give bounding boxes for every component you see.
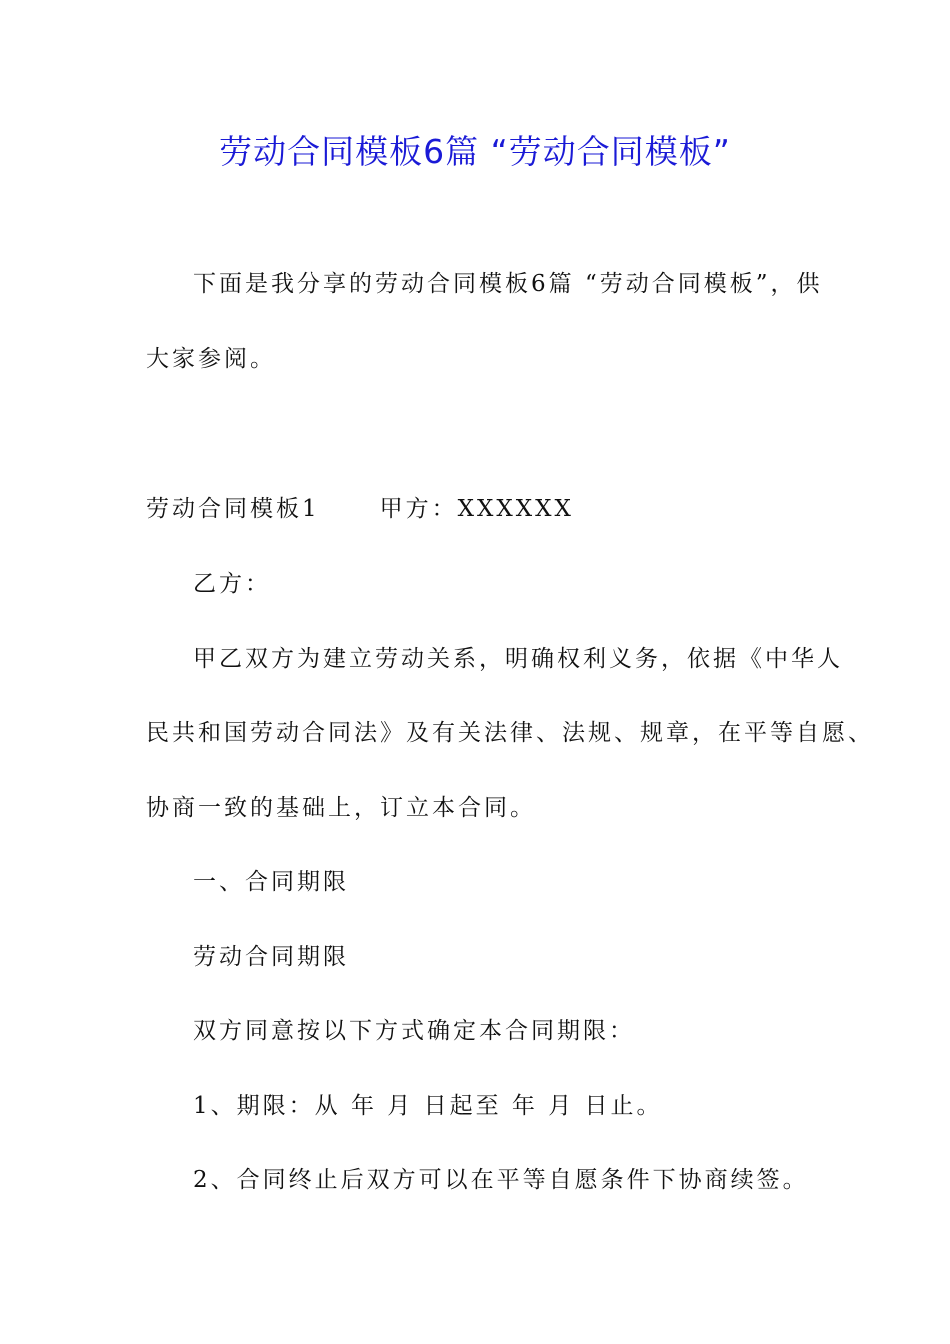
document-title: 劳动合同模板6篇 “劳动合同模板” [219, 132, 731, 171]
term-item-2: 2、合同终止后双方可以在平等自愿条件下协商续签。 [193, 1167, 809, 1193]
paragraph-line-1: 甲乙双方为建立劳动关系，明确权利义务，依据《中华人 [193, 646, 843, 672]
intro-line-2: 大家参阅。 [146, 346, 276, 372]
intro-line-1: 下面是我分享的劳动合同模板6篇 “劳动合同模板”，供 [193, 271, 823, 297]
paragraph-line-2: 民共和国劳动合同法》及有关法律、法规、规章，在平等自愿、 [146, 720, 874, 746]
term-intro: 双方同意按以下方式确定本合同期限： [193, 1018, 635, 1044]
term-item-1: 1、期限：从 年 月 日起至 年 月 日止。 [193, 1093, 663, 1119]
party-b: 乙方： [193, 571, 271, 597]
party-a: 甲方：XXXXXX [379, 496, 574, 522]
term-heading: 劳动合同期限 [193, 944, 349, 970]
clause-one-heading: 一、合同期限 [193, 869, 349, 895]
section-heading: 劳动合同模板1 [146, 496, 320, 522]
paragraph-line-3: 协商一致的基础上，订立本合同。 [146, 795, 536, 821]
section-heading-row [146, 493, 574, 525]
